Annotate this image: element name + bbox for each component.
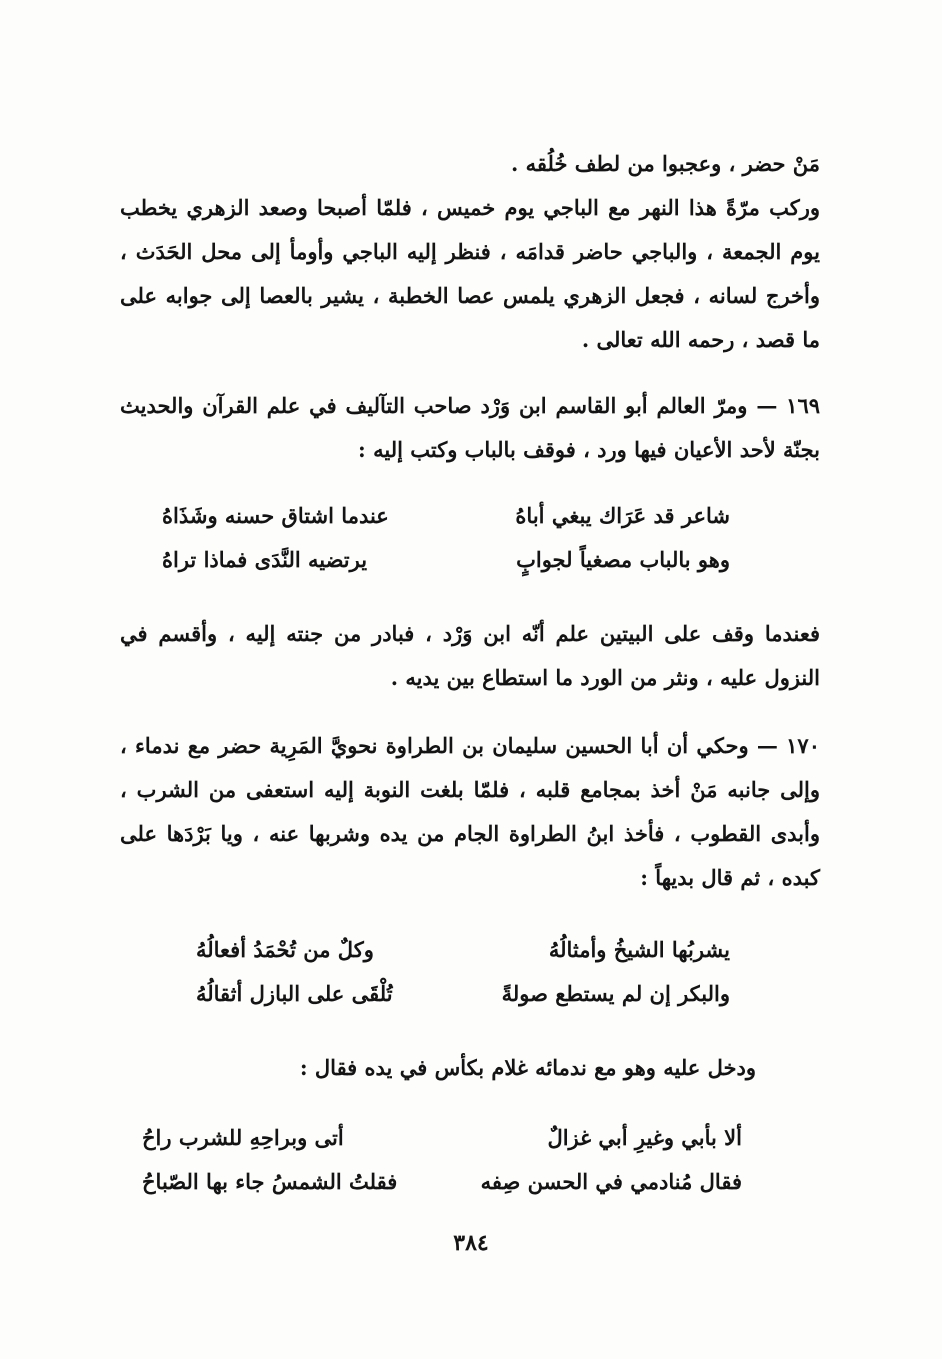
verse-line	[196, 928, 730, 972]
verse-block-3	[142, 1116, 742, 1204]
verse-line	[142, 1160, 742, 1204]
verse-line	[196, 972, 730, 1016]
paragraph-169	[120, 384, 820, 472]
verse-hemistich-first: يشربُها الشيخُ وأمثالُهُ	[548, 937, 730, 962]
verse-hemistich-second: فقلتُ الشمسُ جاء بها الصّباحُ	[142, 1169, 398, 1194]
verse-hemistich-second: تُلْقَى على البازل أثقالُهُ	[196, 981, 393, 1006]
paragraph-ghulam	[156, 1046, 756, 1090]
paragraph-text: ودخل عليه وهو مع ندمائه غلام بكأس في يده فقال :	[299, 1055, 756, 1080]
verse-hemistich-first: فقال مُنادمي في الحسن صِفه	[480, 1169, 742, 1194]
section-number: ١٦٩ —	[756, 393, 821, 418]
verse-hemistich-second: أتى وبراحِهِ للشرب راحُ	[142, 1125, 344, 1150]
verse-block-1	[162, 494, 730, 582]
verse-hemistich-first: شاعر قد عَرَاك يبغي أباهُ	[515, 503, 730, 528]
verse-hemistich-first: وهو بالباب مصغياً لجوابٍ	[516, 547, 730, 572]
verse-line	[142, 1116, 742, 1160]
page-number: ٣٨٤	[453, 1230, 489, 1256]
verse-hemistich-second: عندما اشتاق حسنه وشَذَاهُ	[162, 503, 389, 528]
section-number: ١٧٠ —	[756, 733, 820, 758]
paragraph-baji-story	[120, 186, 820, 362]
paragraph-text: ومرّ العالم أبو القاسم ابن وَرْد صاحب التآليف في علم القرآن والحديث بجنّة لأحد الأعيان فيها ورد ، فوقف بالباب وكتب إليه :	[120, 393, 820, 462]
verse-hemistich-second: وكلٌ من تُحْمَدُ أفعالُهُ	[196, 937, 374, 962]
paragraph-ibn-ward	[120, 612, 820, 700]
verse-block-2	[196, 928, 730, 1016]
verse-line	[162, 494, 730, 538]
paragraph-text: وركب مرّةً هذا النهر مع الباجي يوم خميس ، فلمّا أصبحا وصعد الزهري يخطب يوم الجمعة ، والباجي حاضر قدامَه ، فنظر إليه الباجي وأومأ إلى محل الحَدَث ، وأخرج لسانه ، فجعل الزهري يلمس عصا الخطبة ، يشير بالعصا إلى جوابه على ما قصد ، رحمه الله تعالى .	[120, 195, 820, 352]
verse-hemistich-first: ألا بأبي وغيرِ أبي غزالٌ	[547, 1125, 742, 1150]
verse-hemistich-first: والبكر إن لم يستطع صولةً	[501, 981, 730, 1006]
verse-hemistich-second: يرتضيه النَّدَى فماذا تراهُ	[162, 547, 368, 572]
paragraph-continuation	[120, 142, 820, 186]
verse-line	[162, 538, 730, 582]
paragraph-text: فعندما وقف على البيتين علم أنّه ابن وَرْد ، فبادر من جنته إليه ، وأقسم في النزول عليه ، ونثر من الورد ما استطاع بين يديه .	[120, 621, 820, 690]
paragraph-text: مَنْ حضر ، وعجبوا من لطف خُلُقه .	[511, 151, 820, 176]
paragraph-text: وحكي أن أبا الحسين سليمان بن الطراوة نحويَّ المَرِية حضر مع ندماء ، وإلى جانبه مَنْ أخذ بمجامع قلبه ، فلمّا بلغت النوبة إليه استعفى من الشرب ، وأبدى القطوب ، فأخذ ابنُ الطراوة الجام من يده وشربها عنه ، ويا بَرْدَها على كبده ، ثم قال بديهاً :	[120, 733, 820, 890]
paragraph-170	[120, 724, 820, 900]
